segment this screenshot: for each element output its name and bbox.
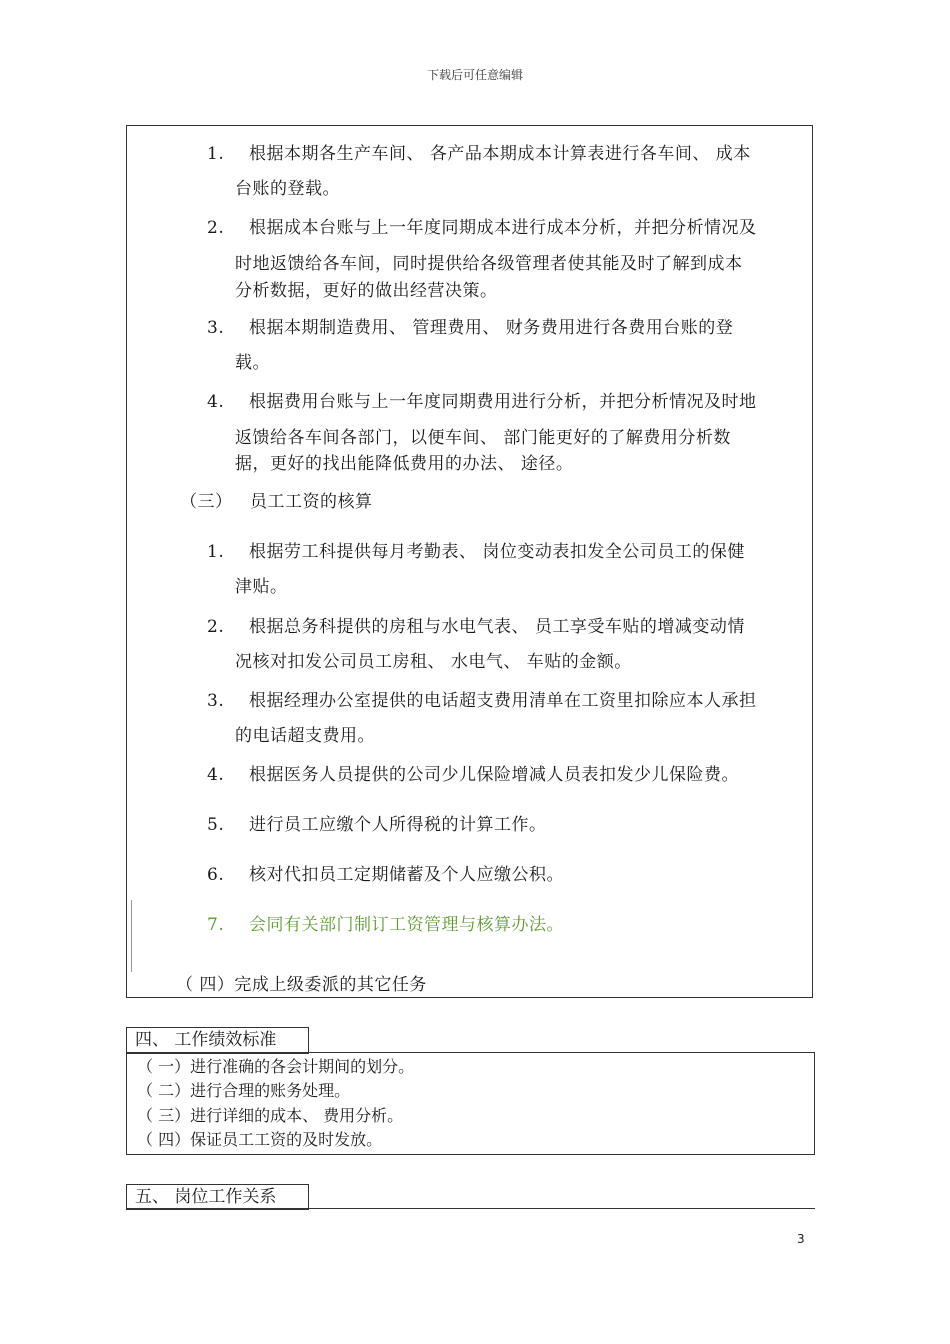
section-three-prefix: （三） <box>180 492 233 512</box>
salary-item-7-line-1: 会同有关部门制订工资管理与核算办法。 <box>249 915 564 935</box>
salary-item-2-number: 2. <box>207 617 225 637</box>
salary-item-4-line-1: 根据医务人员提供的公司少儿保险增减人员表扣发少儿保险费。 <box>249 765 739 785</box>
inner-rule <box>131 900 132 972</box>
section-three-title: 员工工资的核算 <box>250 492 373 512</box>
salary-item-7-number: 7. <box>207 915 225 935</box>
salary-item-1-number: 1. <box>207 542 225 562</box>
salary-item-6-line-1: 核对代扣员工定期储蓄及个人应缴公积。 <box>249 865 564 885</box>
section-three-heading <box>180 487 373 517</box>
section-four-heading: （ 四）完成上级委派的其它任务 <box>176 975 427 995</box>
cost-item-2-line-1: 根据成本台账与上一年度同期成本进行成本分析，并把分析情况及 <box>249 218 757 238</box>
relation-label: 五、 岗位工作关系 <box>126 1184 309 1210</box>
salary-item-4-number: 4. <box>207 765 225 785</box>
perf-item-2: （ 二）进行合理的账务处理。 <box>137 1081 351 1100</box>
perf-item-3: （ 三）进行详细的成本、 费用分析。 <box>137 1106 404 1125</box>
cost-item-4-line-2: 返馈给各车间各部门，以便车间、 部门能更好的了解费用分析数 <box>235 428 731 448</box>
cost-item-2-number: 2. <box>207 218 225 238</box>
cost-item-3-number: 3. <box>207 318 225 338</box>
cost-item-3-line-1: 根据本期制造费用、 管理费用、 财务费用进行各费用台账的登 <box>249 318 734 338</box>
salary-item-5-line-1: 进行员工应缴个人所得税的计算工作。 <box>249 815 547 835</box>
cost-item-1-line-2: 台账的登载。 <box>235 179 340 199</box>
salary-item-7-tracked-change <box>207 907 595 937</box>
salary-item-2-line-2: 况核对扣发公司员工房租、 水电气、 车贴的金额。 <box>235 652 632 672</box>
header-note: 下载后可任意编辑 <box>426 68 523 82</box>
cost-item-4-line-1: 根据费用台账与上一年度同期费用进行分析，并把分析情况及时地 <box>249 392 757 412</box>
salary-item-3-line-1: 根据经理办公室提供的电话超支费用清单在工资里扣除应本人承担 <box>249 691 757 711</box>
cost-item-1-number: 1. <box>207 144 225 164</box>
salary-item-1-line-1: 根据劳工科提供每月考勤表、 岗位变动表扣发全公司员工的保健 <box>249 542 745 562</box>
perf-label: 四、 工作绩效标准 <box>126 1027 309 1054</box>
cost-item-2-line-3: 分析数据，更好的做出经营决策。 <box>235 281 498 301</box>
salary-item-2-line-1: 根据总务科提供的房租与水电气表、 员工享受车贴的增减变动情 <box>249 617 745 637</box>
cost-item-2-line-2: 时地返馈给各车间，同时提供给各级管理者使其能及时了解到成本 <box>235 254 743 274</box>
cost-item-1-line-1: 根据本期各生产车间、 各产品本期成本计算表进行各车间、 成本 <box>249 144 751 164</box>
relation-rule <box>126 1208 815 1209</box>
salary-item-6-number: 6. <box>207 865 225 885</box>
cost-item-4-line-3: 据，更好的找出能降低费用的办法、 途径。 <box>235 454 574 474</box>
perf-item-4: （ 四）保证员工工资的及时发放。 <box>137 1130 383 1149</box>
salary-item-1-line-2: 津贴。 <box>235 577 288 597</box>
page-number: 3 <box>797 1232 805 1246</box>
perf-box <box>126 1052 815 1155</box>
salary-item-3-line-2: 的电话超支费用。 <box>235 726 375 746</box>
cost-item-4-number: 4. <box>207 392 225 412</box>
cost-item-3-line-2: 载。 <box>235 353 270 373</box>
salary-item-5-number: 5. <box>207 815 225 835</box>
salary-item-3-number: 3. <box>207 691 225 711</box>
perf-item-1: （ 一）进行准确的各会计期间的划分。 <box>137 1057 415 1076</box>
